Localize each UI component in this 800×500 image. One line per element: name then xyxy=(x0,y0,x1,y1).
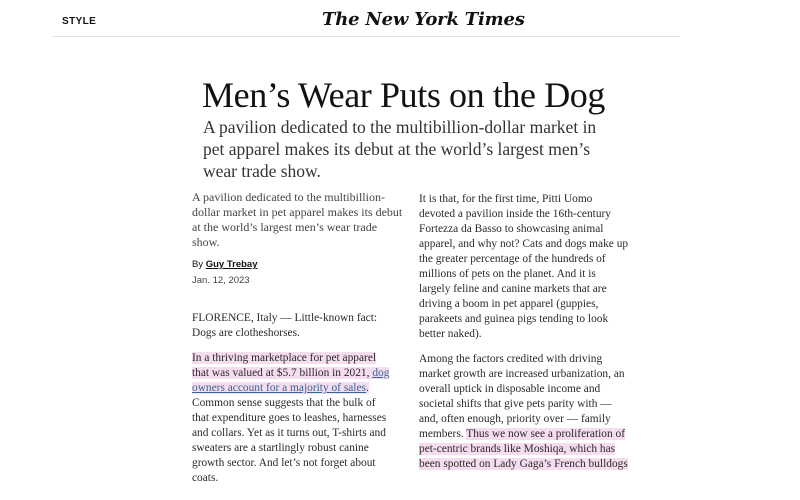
author-link[interactable]: Guy Trebay xyxy=(205,259,258,270)
publish-date: Jan. 12, 2023 xyxy=(192,275,250,286)
byline xyxy=(192,259,257,270)
section-label[interactable]: STYLE xyxy=(62,16,97,27)
highlighted-text: Thus we now see a proliferation of pet-centric brands like Moshiqa, which has been spotted on Lady Gaga’s French bulldogs xyxy=(419,428,628,470)
body-paragraph: FLORENCE, Italy — Little-known fact: Dogs are clotheshorses. xyxy=(192,312,378,339)
body-paragraph xyxy=(419,352,629,472)
header-divider xyxy=(52,36,680,37)
body-text: Common sense suggests that the bulk of that expenditure goes to leashes, harnesses and collars. Yet as it turns out, T-shirts and sweaters are a startlingly robust canine growth sector. And let’s not forget about coats. xyxy=(192,397,387,484)
article-dek: A pavilion dedicated to the multibillion-dollar market in pet apparel makes its debut at the world’s largest men’s wear trade show. xyxy=(192,190,403,249)
article-summary: A pavilion dedicated to the multibillion-dollar market in pet apparel makes its debut at the world’s largest men’s wear trade show. xyxy=(203,117,597,181)
article-headline: Men’s Wear Puts on the Dog xyxy=(202,75,606,115)
highlighted-text: . xyxy=(365,382,369,394)
masthead-logo[interactable]: The New York Times xyxy=(322,9,525,30)
body-text: Among the factors credited with driving market growth are increased urbanization, an overall uptick in disposable income and societal shifts that give pets parity with — and, often enough, priority over — family members. xyxy=(419,353,625,440)
byline-prefix: By xyxy=(192,259,204,270)
right-column xyxy=(419,192,629,472)
left-column xyxy=(192,311,392,486)
body-paragraph xyxy=(192,351,392,486)
highlighted-text: In a thriving marketplace for pet apparel that was valued at $5.7 billion in 2021, xyxy=(192,352,377,379)
sales-link[interactable]: dog owners account for a majority of sales xyxy=(192,367,390,394)
body-paragraph: It is that, for the first time, Pitti Uomo devoted a pavilion inside the 16th-century Fortezza da Basso to showcasing animal apparel, and why not? Cats and dogs make up the greater percentage of the hundreds of millions of pets on the planet. And it is largely feline and canine markets that are driving a boom in pet apparel (guppies, parakeets and guinea pigs tending to look better naked). xyxy=(419,193,629,340)
